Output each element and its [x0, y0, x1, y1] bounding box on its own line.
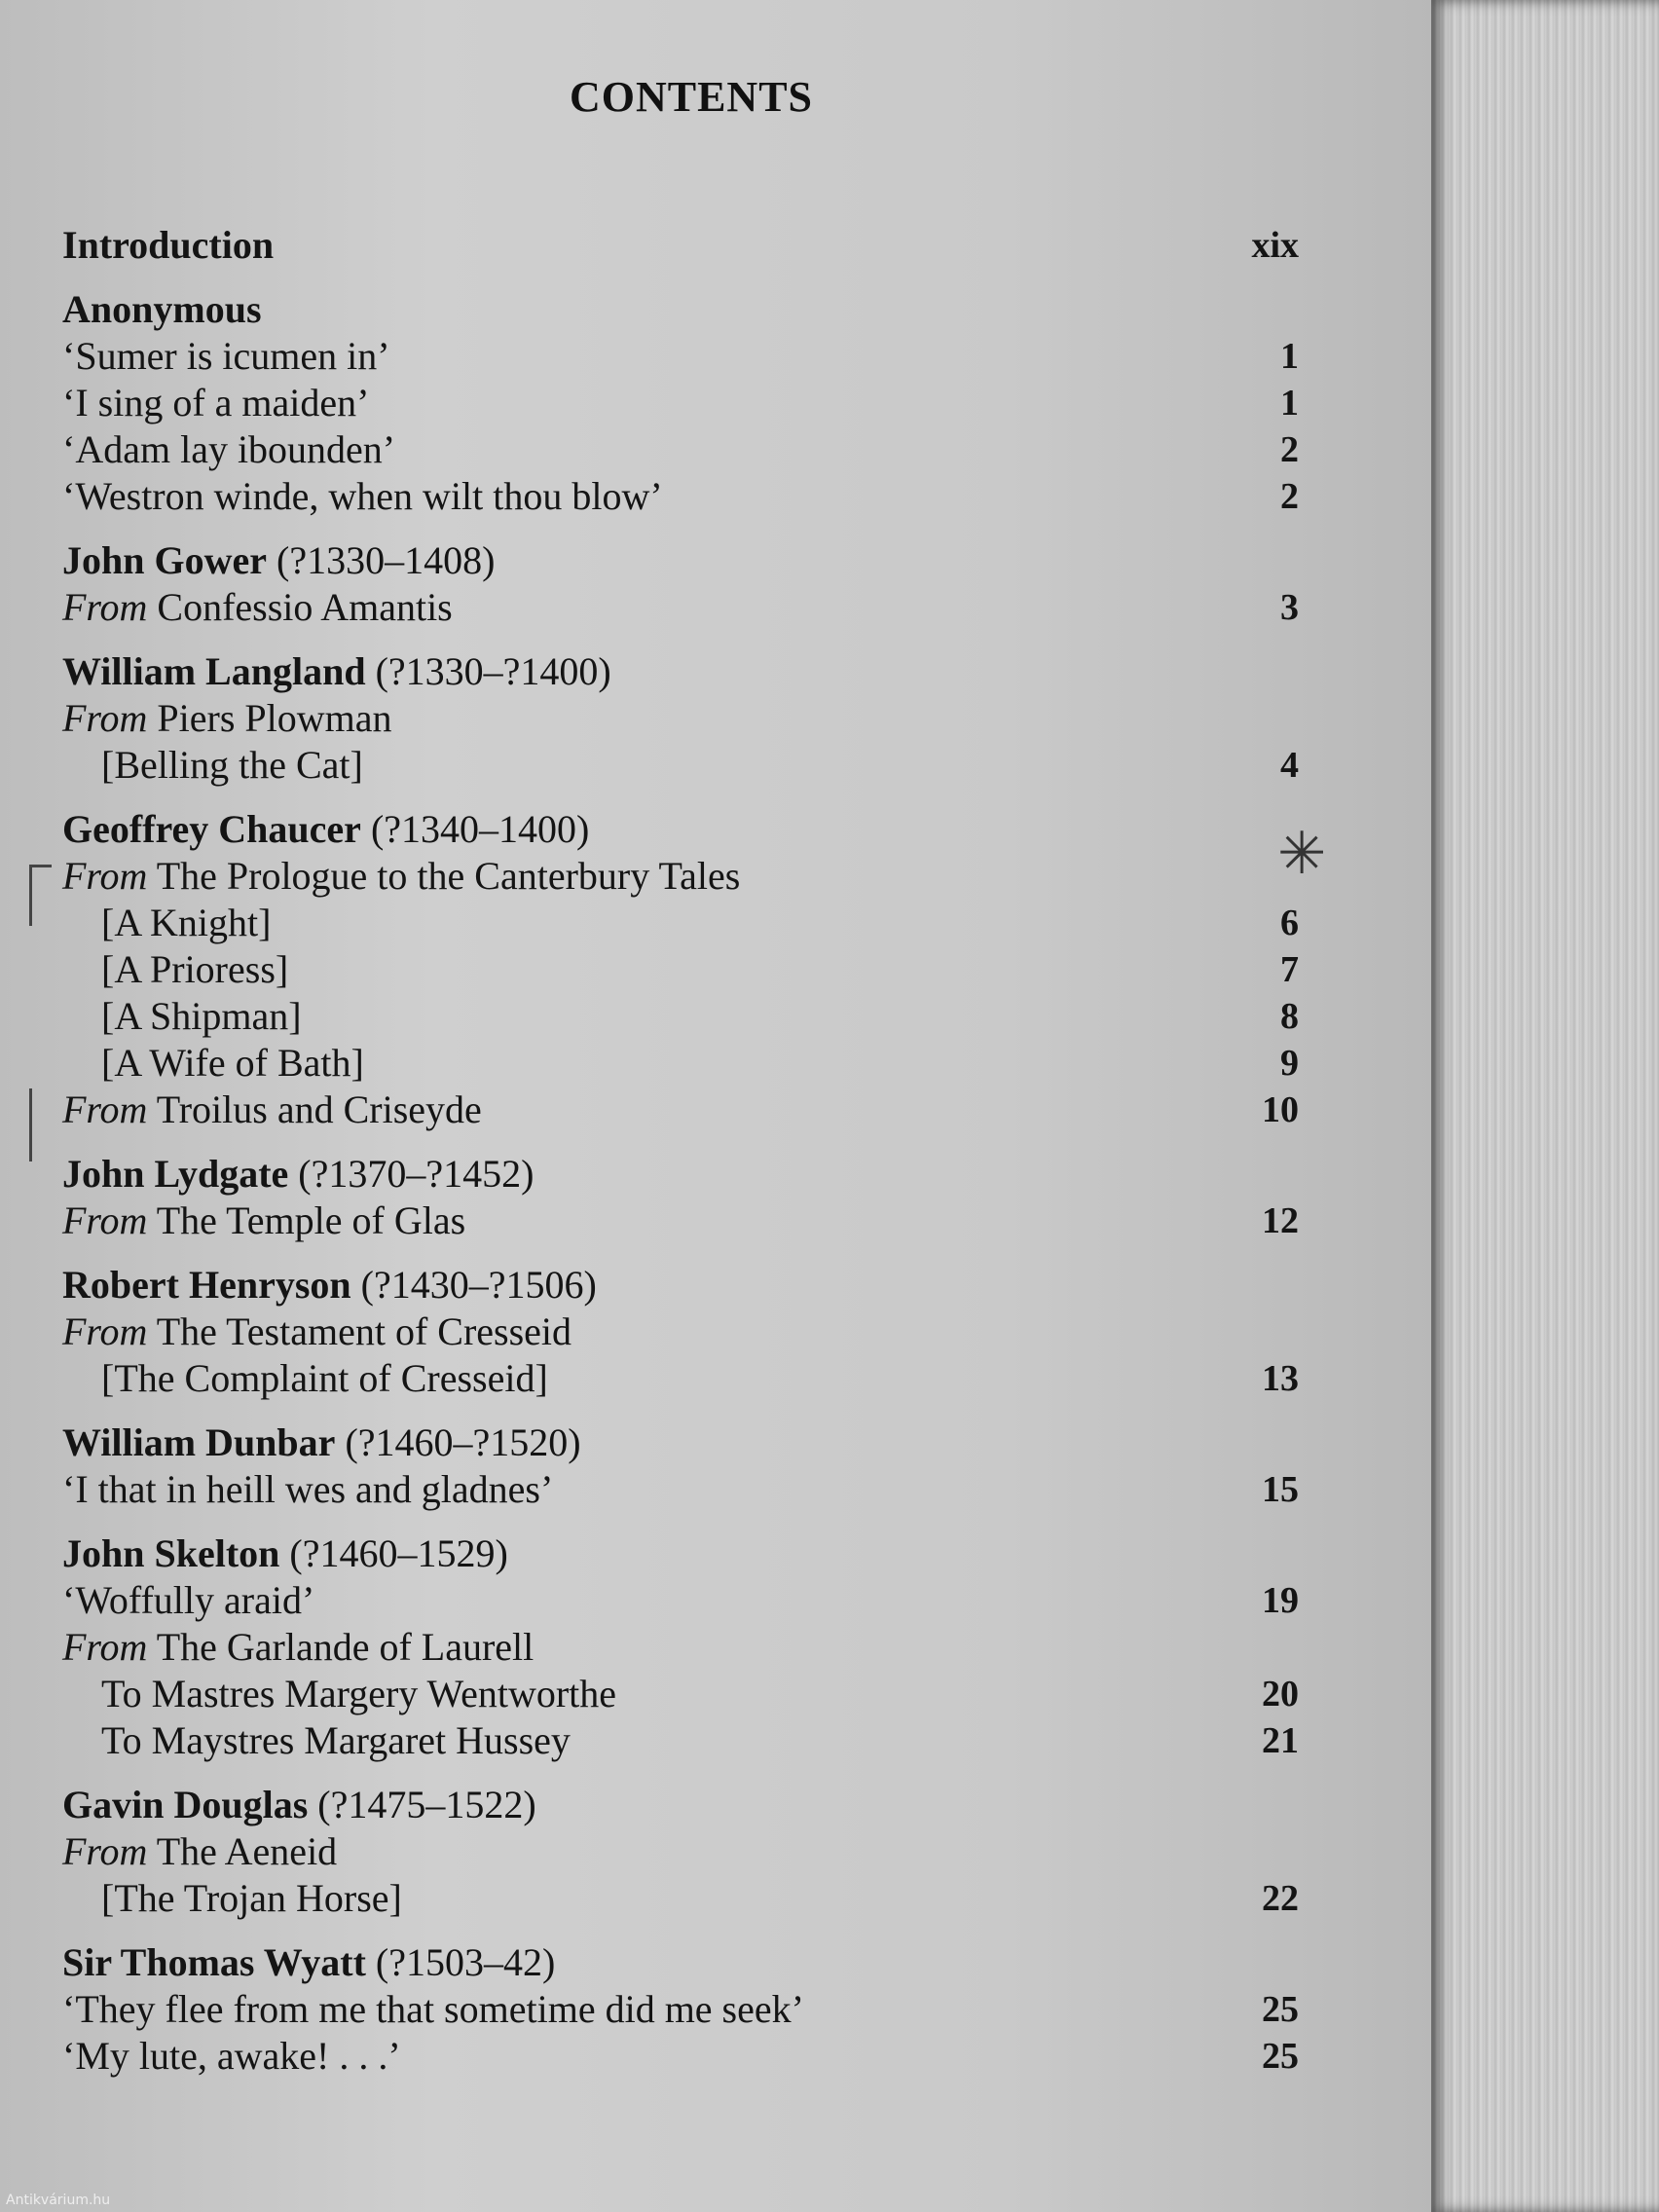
title-entry [62, 2033, 1299, 2080]
entry-title: [A Knight] [101, 901, 272, 944]
sub-entry [62, 900, 1299, 946]
entry-title: ‘My lute, awake! . . .’ [62, 2034, 401, 2078]
page-number: 6 [1280, 903, 1299, 943]
author-entry [62, 1262, 1299, 1309]
author-entry [62, 648, 1299, 695]
title-entry [62, 473, 1299, 520]
page-number: 3 [1280, 587, 1299, 628]
author-dates: (?1340–1400) [370, 807, 590, 851]
author-entry [62, 1530, 1299, 1577]
title-entry [62, 1198, 1299, 1244]
watermark-text: Antikvárium.hu [6, 2193, 111, 2208]
entry-title: To Mastres Margery Wentworthe [101, 1672, 617, 1715]
author-dates: (?1503–42) [375, 1940, 556, 1984]
title-entry [62, 426, 1299, 473]
from-prefix: From [62, 1829, 148, 1873]
author-name: William Dunbar [62, 1420, 336, 1464]
sub-entry [62, 993, 1299, 1040]
title-entry [62, 695, 1299, 742]
title-entry [62, 333, 1299, 380]
entry-title: Confessio Amantis [157, 585, 453, 629]
entry-title: ‘They flee from me that sometime did me seek’ [62, 1987, 804, 2031]
entry-title: ‘I that in heill wes and gladnes’ [62, 1467, 554, 1511]
sub-entry [62, 1355, 1299, 1402]
page-number: 10 [1262, 1089, 1299, 1130]
author-name: John Lydgate [62, 1152, 289, 1196]
author-dates: (?1475–1522) [317, 1783, 536, 1826]
author-dates: (?1370–?1452) [298, 1152, 535, 1196]
from-prefix: From [62, 1309, 148, 1353]
author-entry [62, 537, 1299, 584]
author-dates: (?1430–?1506) [360, 1263, 597, 1307]
title-entry [62, 584, 1299, 631]
page-number: 2 [1280, 429, 1299, 470]
page-number: 2 [1280, 476, 1299, 517]
title-entry [62, 1624, 1299, 1671]
author-name: Robert Henryson [62, 1263, 351, 1307]
author-dates: (?1330–1408) [276, 538, 496, 582]
author-entry [62, 1939, 1299, 1986]
entry-title: The Garlande of Laurell [156, 1625, 535, 1669]
page-number: 25 [1262, 1989, 1299, 2030]
page-number: 7 [1280, 949, 1299, 990]
pencil-bracket-top [29, 865, 52, 926]
contents-list [62, 222, 1299, 2080]
entry-title: The Temple of Glas [156, 1198, 466, 1242]
entry-title: The Prologue to the Canterbury Tales [156, 854, 741, 898]
title-entry [62, 1577, 1299, 1624]
page-edge-background [1431, 0, 1659, 2212]
page-number: 19 [1262, 1580, 1299, 1621]
author-name: Gavin Douglas [62, 1783, 309, 1826]
sub-entry [62, 742, 1299, 789]
entry-title: ‘Sumer is icumen in’ [62, 334, 390, 378]
author-name: Introduction [62, 223, 275, 267]
from-prefix: From [62, 1088, 148, 1131]
entry-title: ‘Woffully araid’ [62, 1578, 315, 1622]
entry-title: Troilus and Criseyde [156, 1088, 482, 1131]
from-prefix: From [62, 696, 148, 740]
entry-title: ‘Adam lay ibounden’ [62, 427, 396, 471]
entry-title: Piers Plowman [157, 696, 392, 740]
page-number: 21 [1262, 1720, 1299, 1761]
entry-title: To Maystres Margaret Hussey [101, 1718, 571, 1762]
page-number: 22 [1262, 1878, 1299, 1919]
sub-entry [62, 1717, 1299, 1764]
page-number: 1 [1280, 383, 1299, 424]
author-dates: (?1460–?1520) [345, 1420, 581, 1464]
entry-title: [The Trojan Horse] [101, 1876, 402, 1920]
page-number: 8 [1280, 996, 1299, 1037]
page-number: 25 [1262, 2036, 1299, 2077]
from-prefix: From [62, 1198, 148, 1242]
sub-entry [62, 1040, 1299, 1087]
sub-entry [62, 1875, 1299, 1922]
author-name: Geoffrey Chaucer [62, 807, 361, 851]
entry-title: [A Wife of Bath] [101, 1041, 364, 1085]
author-entry [62, 1782, 1299, 1828]
entry-title: ‘I sing of a maiden’ [62, 381, 370, 424]
page-number: 4 [1280, 745, 1299, 786]
author-entry [62, 1151, 1299, 1198]
entry-title: [The Complaint of Cresseid] [101, 1356, 548, 1400]
page-number: 9 [1280, 1043, 1299, 1084]
title-entry [62, 1309, 1299, 1355]
title-entry [62, 380, 1299, 426]
page-title: CONTENTS [569, 73, 814, 121]
author-name: John Gower [62, 538, 267, 582]
page-number: 20 [1262, 1674, 1299, 1714]
page-number: 13 [1262, 1358, 1299, 1399]
title-entry [62, 1087, 1299, 1133]
author-entry [62, 222, 1299, 269]
from-prefix: From [62, 1625, 148, 1669]
author-name: Anonymous [62, 287, 262, 331]
author-entry [62, 806, 1299, 853]
title-entry [62, 1466, 1299, 1513]
entry-title: [A Prioress] [101, 947, 289, 991]
entry-title: [Belling the Cat] [101, 743, 363, 787]
sub-entry [62, 946, 1299, 993]
pencil-bracket-bottom [29, 1088, 32, 1161]
entry-title: The Testament of Cresseid [156, 1309, 572, 1353]
entry-title: [A Shipman] [101, 994, 302, 1038]
author-name: Sir Thomas Wyatt [62, 1940, 366, 1984]
page-number: 15 [1262, 1469, 1299, 1510]
sub-entry [62, 1671, 1299, 1717]
from-prefix: From [62, 854, 148, 898]
title-entry [62, 1828, 1299, 1875]
page-number: 1 [1280, 336, 1299, 377]
page-number: xix [1251, 225, 1299, 266]
entry-title: The Aeneid [156, 1829, 338, 1873]
from-prefix: From [62, 585, 148, 629]
author-entry [62, 286, 1299, 333]
title-entry [62, 853, 1299, 900]
author-dates: (?1460–1529) [289, 1531, 508, 1575]
author-entry [62, 1419, 1299, 1466]
asterisk-annotation: ✳ [1277, 820, 1327, 888]
author-name: William Langland [62, 649, 366, 693]
page-number: 12 [1262, 1200, 1299, 1241]
title-entry [62, 1986, 1299, 2033]
entry-title: ‘Westron winde, when wilt thou blow’ [62, 474, 663, 518]
author-name: John Skelton [62, 1531, 280, 1575]
author-dates: (?1330–?1400) [375, 649, 611, 693]
